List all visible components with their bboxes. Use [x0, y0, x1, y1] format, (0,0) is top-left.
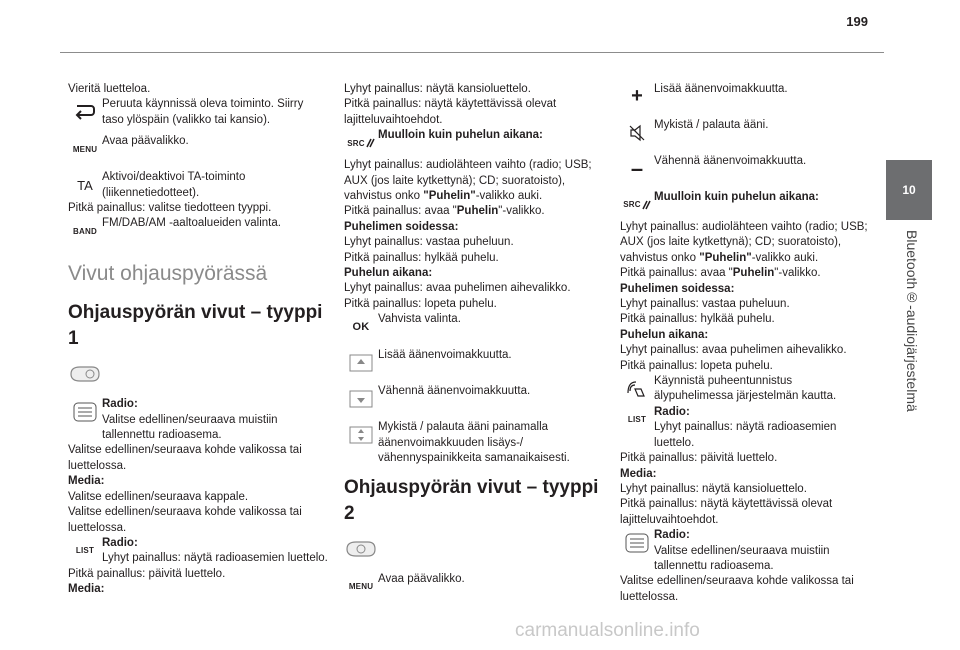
- radio-label: Radio:: [102, 398, 138, 411]
- src3-row: [620, 190, 870, 220]
- incoming-line-2: Pitkä painallus: hylkää puhelu.: [344, 251, 499, 264]
- vol-up-text: Lisää äänenvoimakkuutta.: [378, 349, 512, 362]
- speaker-mute-icon: [620, 118, 654, 148]
- voice-command-icon: [620, 374, 654, 404]
- steering-wheel-both-icon: [344, 420, 378, 450]
- ta-text: Aktivoi/deaktivoi TA-toiminto (liikennetiedotteet).: [102, 171, 246, 199]
- src-long-bold: Puhelin: [456, 205, 499, 218]
- column-3: [620, 82, 870, 605]
- ta-row: [68, 170, 328, 201]
- return-text: Peruuta käynnissä oleva toiminto. Siirry taso ylöspäin (valikko tai kansio).: [102, 98, 304, 126]
- src-row: [344, 128, 602, 158]
- oncall-line-2: Pitkä painallus: lopeta puhelu.: [344, 297, 497, 310]
- chapter-title-text: Bluetooth®-audiojärjestelmä: [904, 230, 920, 412]
- mute3-text: Mykistä / palauta ääni.: [654, 119, 769, 131]
- media-line-1: Valitse edellinen/seuraava kappale.: [68, 490, 249, 503]
- radio-line-2: Valitse edellinen/seuraava kohde valikossa tai luettelossa.: [68, 444, 302, 472]
- radio3-row: [620, 528, 870, 574]
- chapter-number: 10: [902, 183, 916, 197]
- mute3-row: [620, 118, 870, 148]
- steering-control-type1-icon: [68, 364, 328, 389]
- return-arrow-icon: [68, 97, 102, 127]
- plus-icon: +: [631, 85, 643, 108]
- page-number: 199: [846, 14, 868, 29]
- radio3-label: Radio:: [654, 529, 690, 542]
- media-label: Media:: [68, 475, 105, 488]
- minus-icon: –: [630, 156, 644, 182]
- top-line-2: Pitkä painallus: näytä käytettävissä olevat lajitteluvaihtoehdot.: [344, 98, 557, 126]
- minus-row: [620, 154, 870, 184]
- radio3-line-1: Valitse edellinen/seuraava muistiin tallennettu radioasema.: [654, 544, 830, 572]
- menu2-row: [344, 572, 602, 602]
- incoming-line-1: Lyhyt painallus: vastaa puheluun.: [344, 236, 514, 249]
- chapter-tab: [886, 160, 932, 220]
- top-rule: [60, 52, 884, 53]
- mute-row: [344, 420, 602, 466]
- list-text-1: Lyhyt painallus: näytä radioasemien luettelo.: [102, 552, 328, 565]
- oncall-line-1: Lyhyt painallus: avaa puhelimen aihevalikko.: [344, 282, 571, 295]
- ta-long-text: Pitkä painallus: valitse tiedotteen tyyppi.: [68, 202, 272, 215]
- steering-wheel-up-icon: [344, 348, 378, 378]
- voice-text: Käynnistä puheentunnistus älypuhelimessa järjestelmän kautta.: [654, 375, 837, 403]
- list-text-2: Pitkä painallus: päivitä luettelo.: [68, 567, 226, 580]
- menu-row: [68, 134, 328, 164]
- band-row: [68, 216, 328, 246]
- plus-text: Lisää äänenvoimakkuutta.: [654, 83, 788, 95]
- src3-long-bold: Puhelin: [732, 267, 775, 280]
- radio-row: [68, 397, 328, 443]
- src-text-bold: "Puhelin": [423, 190, 476, 203]
- menu2-text: Avaa päävalikko.: [378, 572, 465, 585]
- section-title: Vivut ohjauspyörässä: [68, 262, 268, 286]
- src3-title: Muulloin kuin puhelun aikana:: [654, 191, 819, 203]
- media3-line-2: Pitkä painallus: näytä käytettävissä olevat lajitteluvaihtoehdot.: [620, 498, 833, 526]
- list3-radio-label: Radio:: [654, 405, 690, 418]
- menu2-icon: MENU: [348, 582, 374, 592]
- vol-down-row: [344, 384, 602, 414]
- list-radio-label: Radio:: [102, 536, 138, 549]
- chapter-title: [888, 230, 928, 650]
- oncall3-title: Puhelun aikana:: [620, 328, 709, 341]
- steering-wheel-down-icon: [344, 384, 378, 414]
- incoming3-line-2: Pitkä painallus: hylkää puhelu.: [620, 313, 775, 326]
- incoming-title: Puhelimen soidessa:: [344, 220, 459, 233]
- vol-up-row: [344, 348, 602, 378]
- list-icon: LIST: [75, 546, 95, 556]
- src3-text-bold: "Puhelin": [699, 251, 752, 264]
- column-1: [68, 82, 328, 598]
- list3-text-2: Pitkä painallus: päivitä luettelo.: [620, 452, 778, 465]
- minus-text: Vähennä äänenvoimakkuutta.: [654, 155, 807, 167]
- thumbwheel-icon: [68, 397, 102, 427]
- src-title: Muulloin kuin puhelun aikana:: [378, 129, 543, 142]
- menu-icon: MENU: [72, 144, 98, 154]
- radio3-line-2: Valitse edellinen/seuraava kohde valikossa tai luettelossa.: [620, 575, 854, 603]
- oncall3-line-1: Lyhyt painallus: avaa puhelimen aihevalikko.: [620, 344, 847, 357]
- list-row: [68, 536, 328, 567]
- src3-long-pre: Pitkä painallus: avaa ": [620, 267, 733, 280]
- src3-long-post: "-valikko.: [774, 267, 821, 280]
- intro-text: Vieritä luetteloa.: [68, 83, 151, 95]
- band-text: FM/DAB/AM -aaltoalueiden valinta.: [102, 217, 281, 230]
- ok-icon: OK: [352, 320, 370, 333]
- mute-text: Mykistä / palauta ääni painamalla äänenvoimakkuuden lisäys-/ vähennyspainikkeita samanaikaisesti.: [378, 421, 570, 465]
- src3-text-pre: Lyhyt painallus: audiolähteen vaihto (radio; USB; AUX (jos laite kytkettynä); CD; suoratoisto), vahvistus onko: [620, 221, 868, 264]
- top-line-1: Lyhyt painallus: näytä kansioluettelo.: [344, 83, 531, 95]
- plus-row: [620, 82, 870, 112]
- oncall-title: Puhelun aikana:: [344, 267, 433, 280]
- list3-icon: LIST: [627, 415, 647, 425]
- column-2: [344, 82, 602, 608]
- src3-icon: SRC: [620, 190, 654, 220]
- src-icon: SRC: [344, 128, 378, 158]
- band-icon: BAND: [73, 226, 97, 236]
- oncall3-line-2: Pitkä painallus: lopeta puhelu.: [620, 359, 773, 372]
- media3-line-1: Lyhyt painallus: näytä kansioluettelo.: [620, 482, 807, 495]
- ta-icon: TA: [77, 177, 93, 193]
- ok-row: [344, 312, 602, 342]
- list3-row: [620, 405, 870, 451]
- subsection-title-1: Ohjauspyörän vivut – tyyppi 1: [68, 301, 323, 349]
- src-text-post: -valikko auki.: [475, 190, 543, 203]
- watermark: carmanualsonline.info: [515, 620, 700, 641]
- radio-line-1: Valitse edellinen/seuraava muistiin tallennettu radioasema.: [102, 413, 278, 442]
- vol-down-text: Vähennä äänenvoimakkuutta.: [378, 385, 531, 398]
- src-long-post: "-valikko.: [498, 205, 545, 218]
- src-text-pre: Lyhyt painallus: audiolähteen vaihto (radio; USB; AUX (jos laite kytkettynä); CD; suoratoisto), vahvistus onko: [344, 159, 592, 203]
- list3-text-1: Lyhyt painallus: näytä radioasemien luettelo.: [654, 421, 837, 449]
- media3-label: Media:: [620, 467, 657, 480]
- steering-control-type2-icon: [344, 539, 602, 564]
- subsection-title-2: Ohjauspyörän vivut – tyyppi 2: [344, 476, 599, 524]
- media-line-2: Valitse edellinen/seuraava kohde valikossa tai luettelossa.: [68, 506, 302, 534]
- src3-text-post: -valikko auki.: [751, 251, 819, 264]
- menu-text: Avaa päävalikko.: [102, 135, 189, 148]
- src-long-pre: Pitkä painallus: avaa ": [344, 205, 457, 218]
- incoming3-title: Puhelimen soidessa:: [620, 282, 735, 295]
- thumbwheel3-icon: [620, 528, 654, 558]
- ok-text: Vahvista valinta.: [378, 313, 461, 326]
- list-media-label: Media:: [68, 583, 105, 596]
- return-row: [68, 97, 328, 128]
- voice-row: [620, 374, 870, 405]
- incoming3-line-1: Lyhyt painallus: vastaa puheluun.: [620, 298, 790, 311]
